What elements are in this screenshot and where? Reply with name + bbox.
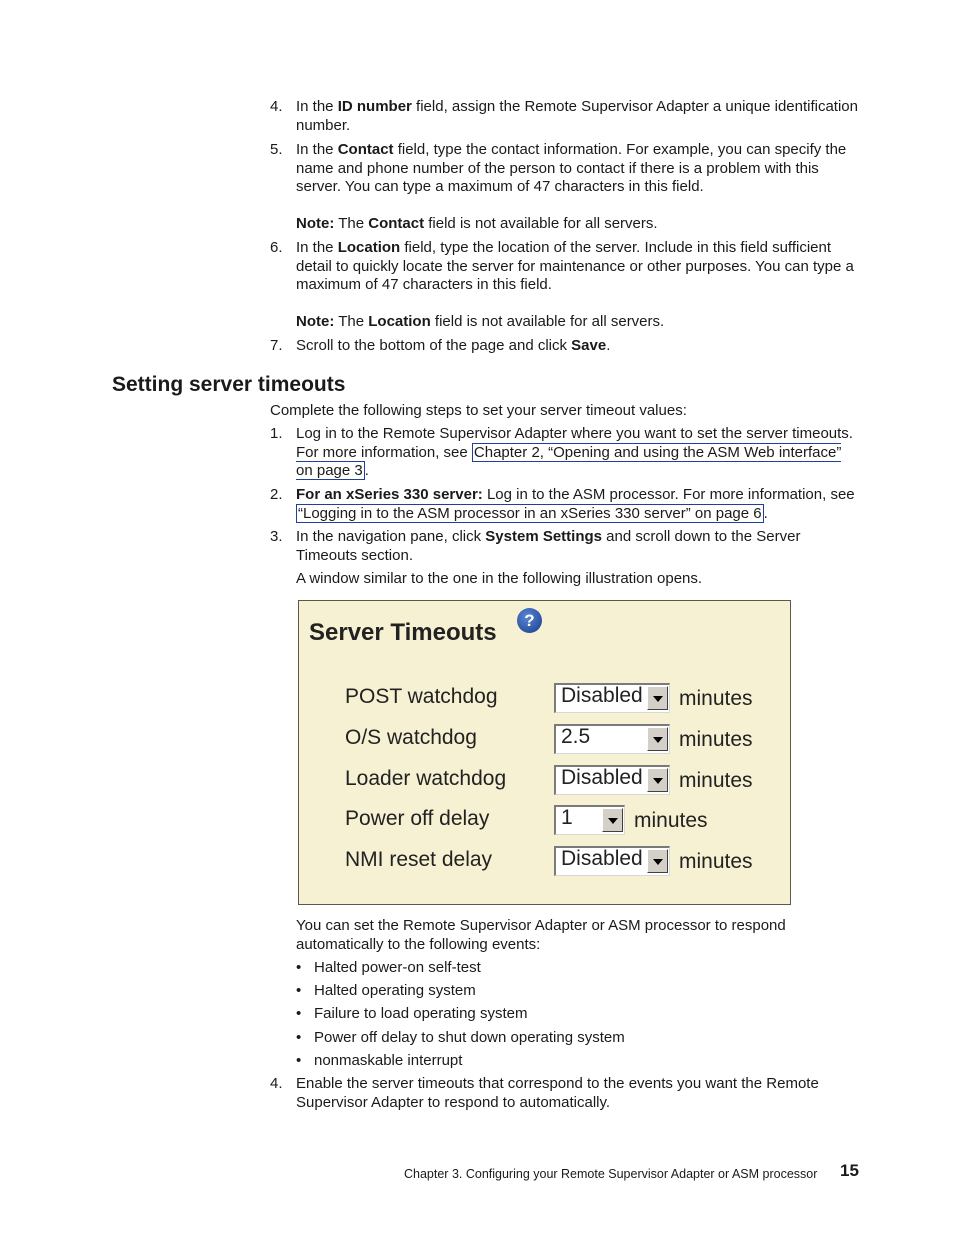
unit-label: minutes	[679, 687, 753, 710]
step-text-pre: In the	[296, 141, 338, 158]
row-label: POST watchdog	[345, 685, 498, 708]
select-value: Disabled	[561, 684, 643, 707]
step-text-bold: System Settings	[485, 528, 603, 545]
step-text-pre: In the navigation pane, click	[296, 528, 486, 545]
row-label: NMI reset delay	[345, 848, 493, 871]
panel-title: Server Timeouts	[309, 619, 497, 646]
step-text-pre: In the	[296, 98, 338, 115]
step-text-bold: Save	[571, 337, 607, 354]
bullet-dot: •	[296, 1052, 302, 1069]
step-number: 1.	[270, 425, 283, 442]
logging-in-link[interactable]: “Logging in to the ASM processor in an xSeries 330 server” on page 6	[298, 504, 762, 522]
power-off-delay-row	[299, 805, 790, 839]
bullet-text: Halted operating system	[314, 982, 476, 999]
chapter-2-link[interactable]: Chapter 2, “Opening and using the ASM Web interface” on page 3	[296, 443, 842, 480]
step-5-contact	[270, 141, 860, 197]
step-text	[296, 425, 860, 481]
chevron-down-icon[interactable]	[647, 686, 668, 710]
note-pre: The	[334, 215, 369, 232]
nmi-reset-delay-row	[299, 846, 790, 880]
step-text-post: field, type the contact information. For example, you can specify the name and phone number of the person to contact if there is a problem with this server. You can type a maximum of 47 characters in this field.	[296, 141, 847, 196]
help-icon[interactable]: ?	[517, 608, 542, 633]
step-text	[296, 337, 860, 356]
unit-label: minutes	[679, 728, 753, 751]
select-value: 1	[561, 806, 573, 829]
nmi-reset-delay-select[interactable]	[554, 846, 670, 876]
server-timeouts-panel	[298, 600, 791, 905]
section-intro: Complete the following steps to set your server timeout values:	[270, 402, 687, 419]
loader-watchdog-select[interactable]	[554, 765, 670, 795]
section-step-1	[270, 425, 860, 481]
section-step-4	[270, 1075, 860, 1112]
bullet-item	[296, 1029, 625, 1048]
step-number: 6.	[270, 239, 283, 256]
unit-label: minutes	[679, 850, 753, 873]
select-value: Disabled	[561, 847, 643, 870]
step-number: 2.	[270, 486, 283, 503]
step-text-bold: For an xSeries 330 server:	[296, 486, 483, 503]
step-3-followup: A window similar to the one in the following illustration opens.	[296, 570, 703, 587]
step-7-save	[270, 337, 860, 356]
bullet-item	[296, 1052, 462, 1071]
note-post: field is not available for all servers.	[430, 313, 665, 330]
step-text-pre: Log in to the ASM processor. For more information, see	[482, 486, 855, 503]
unit-label: minutes	[679, 769, 753, 792]
footer-chapter-title: Chapter 3. Configuring your Remote Supervisor Adapter or ASM processor	[404, 1167, 818, 1181]
note-contact	[296, 215, 861, 234]
row-label: O/S watchdog	[345, 726, 477, 749]
note-pre: The	[334, 313, 369, 330]
step-6-location	[270, 239, 860, 295]
step-text	[296, 239, 860, 295]
section-step-2	[270, 486, 860, 523]
step-4-id-number	[270, 98, 860, 135]
os-watchdog-select[interactable]	[554, 724, 670, 754]
bullet-dot: •	[296, 1005, 302, 1022]
bullet-item	[296, 982, 476, 1001]
step-text-post: .	[364, 462, 369, 480]
chevron-down-icon[interactable]	[647, 727, 668, 751]
note-post: field is not available for all servers.	[424, 215, 658, 232]
after-figure-text: You can set the Remote Supervisor Adapter or ASM processor to respond automatically to the following events:	[296, 917, 786, 953]
post-watchdog-select[interactable]	[554, 683, 670, 713]
step-text-bold: ID number	[337, 98, 412, 115]
bullet-text: nonmaskable interrupt	[314, 1052, 463, 1069]
step-number: 5.	[270, 141, 283, 158]
step-text	[296, 141, 860, 197]
note-bold: Contact	[368, 215, 425, 232]
step-text	[296, 528, 860, 565]
chevron-down-icon[interactable]	[602, 808, 623, 832]
step-text-bold: Contact	[337, 141, 394, 158]
row-label: Power off delay	[345, 807, 490, 830]
post-watchdog-row	[299, 683, 790, 717]
select-value: 2.5	[561, 725, 591, 748]
step-text	[296, 98, 860, 135]
step-number: 4.	[270, 98, 283, 115]
step-text-post: field, assign the Remote Supervisor Adapter a unique identification number.	[296, 98, 858, 134]
os-watchdog-row	[299, 724, 790, 758]
step-text-pre: In the	[296, 239, 338, 256]
section-step-3	[270, 528, 860, 565]
note-label: Note:	[296, 215, 335, 232]
step-number: 4.	[270, 1075, 283, 1092]
unit-label: minutes	[634, 809, 708, 832]
note-label: Note:	[296, 313, 335, 330]
bullet-dot: •	[296, 982, 302, 999]
chevron-down-icon[interactable]	[647, 849, 668, 873]
loader-watchdog-row	[299, 765, 790, 799]
bullet-text: Halted power-on self-test	[314, 959, 481, 976]
note-bold: Location	[368, 313, 431, 330]
section-heading: Setting server timeouts	[112, 373, 346, 396]
step-text-post: .	[606, 337, 611, 354]
step-text-post: field, type the location of the server. Include in this field sufficient detail to quickly locate the server for maintenance or other purposes. You can type a maximum of 47 characters in this field.	[296, 239, 854, 294]
bullet-dot: •	[296, 1029, 302, 1046]
note-location	[296, 313, 861, 332]
step-text-post: and scroll down to the Server Timeouts section.	[296, 528, 801, 564]
power-off-delay-select[interactable]	[554, 805, 625, 835]
step-text-post: .	[763, 504, 768, 522]
step-text: Enable the server timeouts that correspond to the events you want the Remote Supervisor Adapter to respond to automatically.	[296, 1075, 819, 1111]
step-number: 3.	[270, 528, 283, 545]
step-number: 7.	[270, 337, 283, 354]
step-text-bold: Location	[337, 239, 401, 256]
select-value: Disabled	[561, 766, 643, 789]
bullet-text: Power off delay to shut down operating system	[314, 1029, 625, 1046]
step-text-pre: Scroll to the bottom of the page and click	[296, 337, 572, 354]
bullet-text: Failure to load operating system	[314, 1005, 528, 1022]
row-label: Loader watchdog	[345, 767, 507, 790]
step-text-pre: Log in to the Remote Supervisor Adapter where you want to set the server timeouts. For more information, see	[296, 425, 853, 461]
chevron-down-icon[interactable]	[647, 768, 668, 792]
bullet-dot: •	[296, 959, 302, 976]
bullet-item	[296, 1005, 527, 1024]
step-text	[296, 486, 860, 523]
bullet-item	[296, 959, 481, 978]
page-number: 15	[840, 1161, 859, 1180]
